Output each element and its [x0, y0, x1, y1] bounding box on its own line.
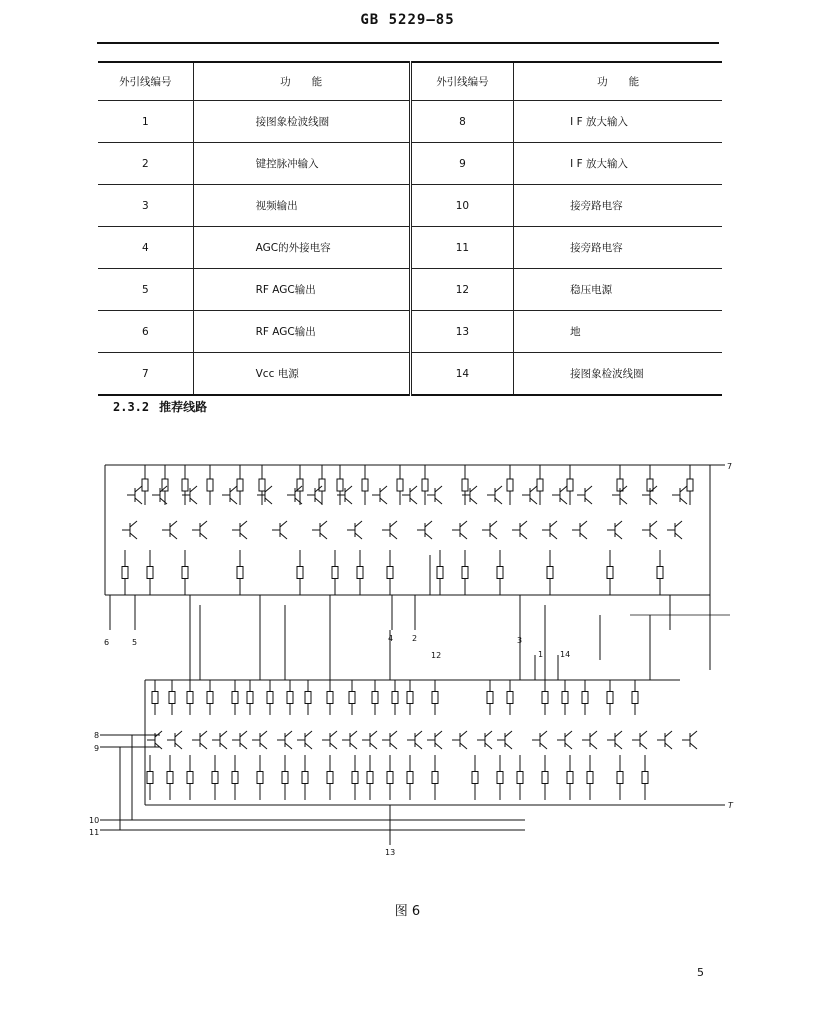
resistor-symbol: [487, 692, 493, 704]
pin-function: 接图象检波线圈: [514, 353, 722, 396]
resistor-symbol: [207, 692, 213, 704]
resistor-symbol: [337, 479, 343, 491]
resistor-symbol: [362, 479, 368, 491]
pin-label-7: 7: [727, 462, 733, 471]
resistor-symbol: [392, 692, 398, 704]
resistor-symbol: [607, 692, 613, 704]
resistor-symbol: [302, 772, 308, 784]
interconnect-wires: [110, 555, 650, 680]
pin-label-11: 11: [89, 828, 100, 837]
resistor-symbol: [657, 567, 663, 579]
resistor-symbol: [562, 692, 568, 704]
resistor-symbol: [212, 772, 218, 784]
page-number: 5: [697, 966, 704, 979]
pin-number: 13: [410, 311, 513, 353]
document-header: GB 5229—85: [360, 12, 455, 28]
section-number: 2.3.2: [113, 400, 150, 414]
col-header-function: 功 能: [193, 62, 410, 101]
resistor-symbol: [397, 479, 403, 491]
pin-function: AGC的外接电容: [193, 227, 410, 269]
resistor-symbol: [497, 772, 503, 784]
pin-label-10: 10: [89, 816, 100, 825]
resistor-symbol: [237, 567, 243, 579]
resistor-symbol: [349, 692, 355, 704]
resistor-symbol: [207, 479, 213, 491]
resistor-symbol: [507, 479, 513, 491]
pin-number: 9: [410, 143, 513, 185]
pin-function: 接旁路电容: [514, 185, 722, 227]
upper-circuit-block: [105, 465, 730, 670]
resistor-symbol: [182, 479, 188, 491]
section-title: 推荐线路: [159, 400, 208, 414]
resistor-symbol: [167, 772, 173, 784]
resistor-symbol: [357, 567, 363, 579]
pin-label-2: 2: [412, 634, 418, 643]
pin-number: 5: [98, 269, 193, 311]
pin-label-3: 3: [517, 636, 523, 645]
pin-number: 12: [410, 269, 513, 311]
pin-function-table: [98, 61, 722, 396]
resistor-symbol: [247, 692, 253, 704]
table-row: [98, 143, 722, 185]
pin-number: 11: [410, 227, 513, 269]
resistor-symbol: [567, 772, 573, 784]
resistor-symbol: [432, 692, 438, 704]
pin-function: RF AGC输出: [193, 269, 410, 311]
resistor-symbol: [332, 567, 338, 579]
resistor-symbol: [497, 567, 503, 579]
pin-number: 4: [98, 227, 193, 269]
pin-label-12: 12: [431, 651, 442, 660]
resistor-symbol: [617, 772, 623, 784]
table-row: [98, 353, 722, 396]
col-header-pin: 外引线编号: [98, 62, 193, 101]
pin-function: I F 放大输入: [514, 143, 722, 185]
resistor-symbol: [567, 479, 573, 491]
resistor-symbol: [687, 479, 693, 491]
resistor-symbol: [232, 772, 238, 784]
resistor-symbol: [437, 567, 443, 579]
pin-label-9: 9: [94, 744, 100, 753]
resistor-symbol: [507, 692, 513, 704]
resistor-symbol: [152, 692, 158, 704]
table-row: [98, 269, 722, 311]
resistor-symbol: [407, 692, 413, 704]
header-rule: [97, 42, 719, 44]
pin-label-13: 13: [385, 848, 396, 857]
resistor-symbol: [367, 772, 373, 784]
resistor-symbol: [387, 772, 393, 784]
resistor-symbol: [267, 692, 273, 704]
pin-function: I F 放大输入: [514, 101, 722, 143]
resistor-symbol: [282, 772, 288, 784]
resistor-symbol: [422, 479, 428, 491]
section-heading: [113, 398, 207, 415]
resistor-symbol: [547, 567, 553, 579]
resistor-symbol: [387, 567, 393, 579]
resistor-symbol: [142, 479, 148, 491]
pin-label-4: 4: [388, 634, 394, 643]
resistor-symbol: [305, 692, 311, 704]
figure-caption: 图 6: [394, 904, 421, 919]
resistor-symbol: [642, 772, 648, 784]
resistor-symbol: [517, 772, 523, 784]
pin-label-6: 6: [104, 638, 110, 647]
resistor-symbol: [147, 567, 153, 579]
pin-function: 稳压电源: [514, 269, 722, 311]
resistor-symbol: [632, 692, 638, 704]
resistor-symbol: [169, 692, 175, 704]
resistor-symbol: [432, 772, 438, 784]
resistor-symbol: [259, 479, 265, 491]
pin-label-14: 14: [560, 650, 571, 659]
resistor-symbol: [407, 772, 413, 784]
pin-function: 键控脉冲输入: [193, 143, 410, 185]
resistor-symbol: [462, 567, 468, 579]
resistor-symbol: [147, 772, 153, 784]
circuit-diagram: [89, 455, 733, 865]
table-row: [98, 101, 722, 143]
pin-number: 1: [98, 101, 193, 143]
resistor-symbol: [257, 772, 263, 784]
col-header-pin: 外引线编号: [410, 62, 513, 101]
resistor-symbol: [327, 772, 333, 784]
table-row: [98, 311, 722, 353]
pin-label-1: 1: [538, 650, 544, 659]
col-header-function: 功 能: [514, 62, 722, 101]
resistor-symbol: [352, 772, 358, 784]
resistor-symbol: [582, 692, 588, 704]
transistor-row: [122, 486, 687, 539]
pin-function: 视频输出: [193, 185, 410, 227]
resistor-symbol: [187, 692, 193, 704]
pin-number: 8: [410, 101, 513, 143]
resistor-symbol: [587, 772, 593, 784]
pin-function: RF AGC输出: [193, 311, 410, 353]
resistor-symbol: [297, 567, 303, 579]
pin-number: 7: [98, 353, 193, 396]
pin-number: 10: [410, 185, 513, 227]
pin-label-8: 8: [94, 731, 100, 740]
resistor-symbol: [462, 479, 468, 491]
transistor-row: [147, 731, 697, 749]
resistor-symbol: [187, 772, 193, 784]
table-row: [98, 185, 722, 227]
pin-number: 6: [98, 311, 193, 353]
resistor-symbol: [319, 479, 325, 491]
table-row: [98, 227, 722, 269]
pin-function: 接图象检波线圈: [193, 101, 410, 143]
table-header-row: [98, 62, 722, 101]
resistor-symbol: [472, 772, 478, 784]
resistor-symbol: [182, 567, 188, 579]
resistor-symbol: [542, 692, 548, 704]
pin-label-T: T: [728, 801, 733, 810]
resistor-symbol: [122, 567, 128, 579]
pin-function: Vcc 电源: [193, 353, 410, 396]
pin-number: 2: [98, 143, 193, 185]
resistor-row: [147, 680, 648, 800]
resistor-symbol: [232, 692, 238, 704]
pin-function: 地: [514, 311, 722, 353]
resistor-symbol: [287, 692, 293, 704]
pin-number: 3: [98, 185, 193, 227]
pin-label-5: 5: [132, 638, 138, 647]
resistor-symbol: [607, 567, 613, 579]
resistor-symbol: [237, 479, 243, 491]
pin-function: 接旁路电容: [514, 227, 722, 269]
resistor-symbol: [327, 692, 333, 704]
resistor-symbol: [372, 692, 378, 704]
lower-circuit-block: [100, 680, 725, 845]
resistor-symbol: [542, 772, 548, 784]
pin-number: 14: [410, 353, 513, 396]
resistor-symbol: [537, 479, 543, 491]
